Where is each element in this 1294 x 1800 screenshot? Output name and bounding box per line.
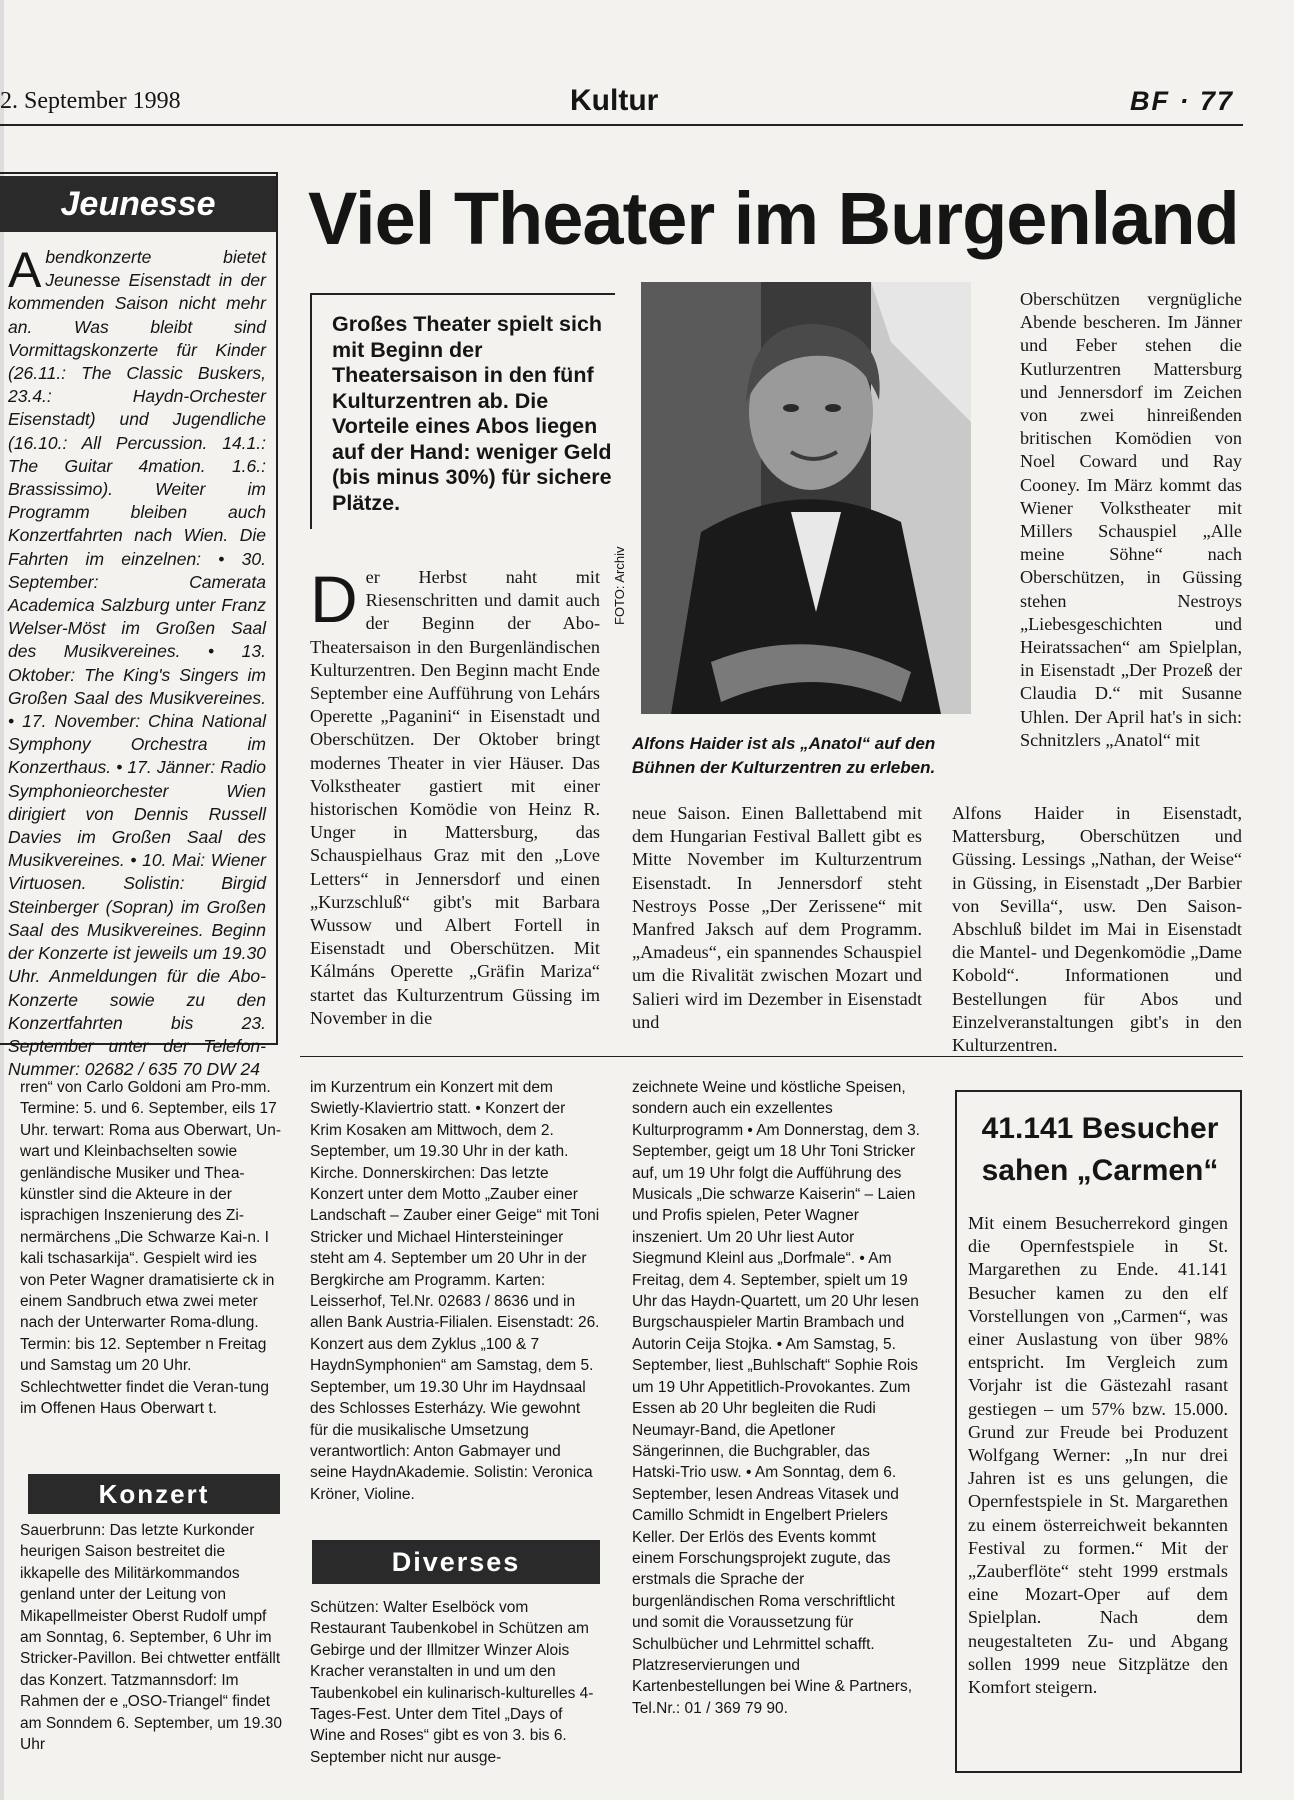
article-column-1-text: er Herbst naht mit Riesenschritten und damit auch der Beginn der Abo-Theatersaison in den Burgenländischen Kulturzentren. Den Beginn macht Ende September eine Aufführung von Lehárs Operette „Paganini“ in Eisenstadt und Oberschützen. Der Oktober bringt modernes Theater in vier Häuser. Das Volkstheater gastiert mit einer historischen Komödie von Heinz R. Unger in Mattersburg, das Schauspielhaus Graz mit den „Love Letters“ in Jennersdorf und einen „Kurzschluß“ gibt's mit Barbara Wussow und Albert Fortell in Eisenstadt und Oberschützen. Mit Kálmáns Operette „Gräfin Mariza“ startet das Kulturzentrum Güssing im November in die bbox=[310, 567, 600, 1028]
konzert-text: Sauerbrunn: Das letzte Kurkonder heurigen Saison bestreitet die ikkapelle des Militärkommandos genland unter der Leitung von Mikapellmeister Oberst Rudolf umpf am Sonntag, 6. September, 6 Uhr im Stricker-Pavillon. Bei chtwetter entfällt das Konzert. Tatzmannsdorf: Im Rahmen der e „OSO-Triangel“ findet am Sonndem 6. September, um 19.30 Uhr bbox=[20, 1522, 282, 1754]
article-column-4: Alfons Haider in Eisenstadt, Mattersburg, Oberschützen und Güssing. Lessings „Nathan, der Weise“ in Güssing, in Eisenstadt „Der Barbier von Sevilla“, usw. Den Saison-Abschluß bildet im Mai in Eisenstadt die Mantel- und Degenkomödie „Dame Kobold“. Informationen und Bestellungen für Abos und Einzelveranstaltungen gibt's in den Kulturzentren. bbox=[952, 803, 1242, 1056]
photo-credit: FOTO: Archiv bbox=[612, 546, 627, 625]
listing-column-2: im Kurzentrum ein Konzert mit dem Swietly-Klaviertrio statt. • Konzert der Krim Kosaken am Mittwoch, dem 2. September, um 19.30 Uhr in der kath. Kirche. Donnerskirchen: Das letzte Konzert unter dem Motto „Zauber einer Landschaft – Zauber einer Geige“ mit Toni Stricker und Michael Hintersteininger steht am 4. September um 20 Uhr in der Bergkirche am Programm. Karten: Leisserhof, Tel.Nr. 02683 / 8636 und in allen Bank Austria-Filialen. Eisenstadt: 26. Konzert aus dem Zyklus „100 & 7 HaydnSymphonien“ am Samstag, dem 5. September, um 19.30 Uhr im Haydnsaal des Schlosses Esterházy. Wie gewohnt für die musikalische Umsetzung verantwortlich: Anton Gabmayer und seine HaydnAkademie. Solistin: Veronica Kröner, Violine. bbox=[310, 1079, 600, 1503]
photo-caption: Alfons Haider ist als „Anatol“ auf den Bühnen der Kulturzentren zu erleben. bbox=[632, 734, 936, 777]
jeunesse-dropcap: A bbox=[8, 242, 42, 298]
listing-column-3: zeichnete Weine und köstliche Speisen, sondern auch ein exzellentes Kulturprogramm • Am Donnerstag, dem 3. September, geigt um 18 Uhr Toni Stricker auf, um 19 Uhr folgt die Aufführung des Musicals „Die schwarze Kaiserin“ – Laien und Profis spielen, Peter Wagner inszeniert. Um 20 Uhr liest Autor Siegmund Kleinl aus „Dorfmale“. • Am Freitag, dem 4. September, spielt um 19 Uhr das Haydn-Quartett, um 20 Uhr lesen Burgschauspieler Martin Brambach und Autorin Ceija Stojka. • Am Samstag, 5. September, liest „Buhlschaft“ Sophie Rois um 19 Uhr Appetitlich-Provokantes. Zum Essen ab 20 Uhr begleiten die Rudi Neumayr-Band, die Apetloner Sängerinnen, die Buchgrabler, das Hatski-Trio usw. • Am Sonntag, dem 6. September, lesen Andreas Vitasek und Camillo Schmidt in Engelbert Prielers Keller. Der Erlös des Events kommt einem Forschungsprojekt zugute, das erstmals die Sprache der burgenländischen Roma verschriftlicht und somit die Voraussetzung für Schulbücher und Lehrmittel schafft. Platzreservierungen und Kartenbestellungen bei Wine & Partners, Tel.Nr.: 01 / 369 79 90. bbox=[632, 1079, 920, 1717]
diverses-text: Schützen: Walter Eselböck vom Restaurant Taubenkobel in Schützen am Gebirge und der Illmitzer Winzer Alois Kracher veranstalten in und um den Taubenkobel ein kulinarisch-kulturelles 4-Tages-Fest. Unter dem Titel „Days of Wine and Roses“ gibt es von 3. bis 6. September nicht nur ausge- bbox=[310, 1599, 594, 1766]
section-divider bbox=[300, 1056, 1243, 1057]
page-number: BF · 77 bbox=[1130, 86, 1235, 116]
article-intro: Großes Theater spielt sich mit Beginn der Theatersaison in den fünf Kulturzentren ab. Die Vorteile eines Abos liegen auf der Hand: weniger Geld (bis minus 30%) für sichere Plätze. bbox=[332, 312, 612, 515]
listing-column-1: rren“ von Carlo Goldoni am Pro-mm. Termine: 5. und 6. September, eils 17 Uhr. terwart: Roma aus Oberwart, Un-wart und Kleinbachselten sowie genländische Musiker und Thea-künstler sind die Akteure in der isprachigen Inszenierung des Zi-nermärchens „Die Schwarze Kai-n. I kali tschasarkija“. Gespielt wird ies von Peter Wagner dramatisierte ck in einem Sandbruch etwa zwei meter nach der Unterwarter Roma-dlung. Termin: bis 12. September n Freitag und Samstag um 20 Uhr. Schlechtwetter findet die Veran-tung im Offenen Haus Oberwart t. bbox=[20, 1079, 281, 1418]
jeunesse-heading: Jeunesse bbox=[0, 176, 276, 232]
article-dropcap: D bbox=[310, 562, 358, 636]
article-headline: Viel Theater im Burgenland bbox=[308, 177, 1239, 260]
section-title: Kultur bbox=[570, 84, 659, 117]
article-column-1 bbox=[310, 562, 600, 1030]
portrait-illustration bbox=[641, 282, 971, 714]
carmen-heading: 41.141 Besucher sahen „Carmen“ bbox=[981, 1112, 1219, 1187]
jeunesse-body-text: bendkonzerte bietet Jeunesse Eisenstadt in der kommenden Saison nicht mehr an. Was bleibt sind Vormittagskonzerte für Kinder (26.11.: The Classic Buskers, 23.4.: Haydn-Orchester Eisenstadt) und Jugendliche (16.10.: All Percussion. 14.1.: The Guitar 4mation. 1.6.: Brassissimo). Weiter im Programm bleiben auch Konzertfahrten nach Wien. Die Fahrten im einzelnen: • 30. September: Camerata Academica Salzburg unter Franz Welser-Möst im Großen Saal des Musikvereines. • 13. Oktober: The King's Singers im Großen Saal des Musikvereines. • 17. November: China National Symphony Orchestra im Konzerthaus. • 17. Jänner: Radio Symphonieorchester Wien dirigiert von Dennis Russell Davies im Großen Saal des Musikvereines. • 10. Mai: Wiener Virtuosen. Solistin: Birgid Steinberger (Sopran) im Großen Saal des Musikvereines. Beginn der Konzerte ist jeweils um 19.30 Uhr. Anmeldungen für die Abo-Konzerte sowie zu den Konzertfahrten bis 23. September unter der Telefon-Nummer: 02682 / 635 70 DW 24 bbox=[8, 247, 266, 1080]
issue-date: 2. September 1998 bbox=[0, 88, 181, 114]
carmen-text: Mit einem Besucherrekord gingen die Opernfestspiele in St. Margarethen zu Ende. 41.141 Besucher kamen zu den elf Vorstellungen von „Carmen“, was einer Auslastung von über 98% entspricht. Im Vergleich zum Vorjahr ist die Gästezahl rasant gestiegen – um 57% bzw. 15.000. Grund zur Freude bei Produzent Wolfgang Werner: „In nur drei Jahren ist es uns gelungen, die Opernfestspiele in St. Margarethen zu einem österreichweit bekannten Festival zu formen.“ Mit der „Zauberflöte“ steht 1999 erstmals eine Mozart-Oper auf dem Spielplan. Nach dem neugestalteten Zu- und Abgang sollen 1999 neue Sitzplätze den Komfort steigern. bbox=[968, 1213, 1228, 1698]
diverses-heading: Diverses bbox=[312, 1540, 600, 1584]
article-column-2: neue Saison. Einen Ballettabend mit dem Hungarian Festival Ballett gibt es Mitte November im Kulturzentrum Eisenstadt. In Jennersdorf steht Nestroys Posse „Der Zerissene“ mit Manfred Jaksch auf dem Programm. „Amadeus“, ein spannendes Schauspiel um die Rivalität zwischen Mozart und Salieri wird im Dezember in Eisenstadt und bbox=[632, 803, 922, 1032]
konzert-heading: Konzert bbox=[28, 1474, 280, 1514]
portrait-photo bbox=[641, 282, 971, 714]
jeunesse-text bbox=[8, 242, 266, 1081]
header-rule bbox=[0, 124, 1243, 126]
article-column-3: Oberschützen vergnügliche Abende bescheren. Im Jänner und Feber stehen die Kutlurzentren Mattersburg und Jennersdorf im Zeichen von zwei hinreißenden britischen Komödien von Noel Coward und Ray Cooney. Im März kommt das Wiener Volkstheater mit Millers Schauspiel „Alle meine Söhne“ nach Oberschützen, in Güssing stehen Nestroys „Liebesgeschichten und Heiratssachen“ am Spielplan, in Eisenstadt „Der Prozeß der Claudia D.“ mit Susanne Uhlen. Der April hat's in sich: Schnitzlers „Anatol“ mit bbox=[1020, 289, 1242, 750]
